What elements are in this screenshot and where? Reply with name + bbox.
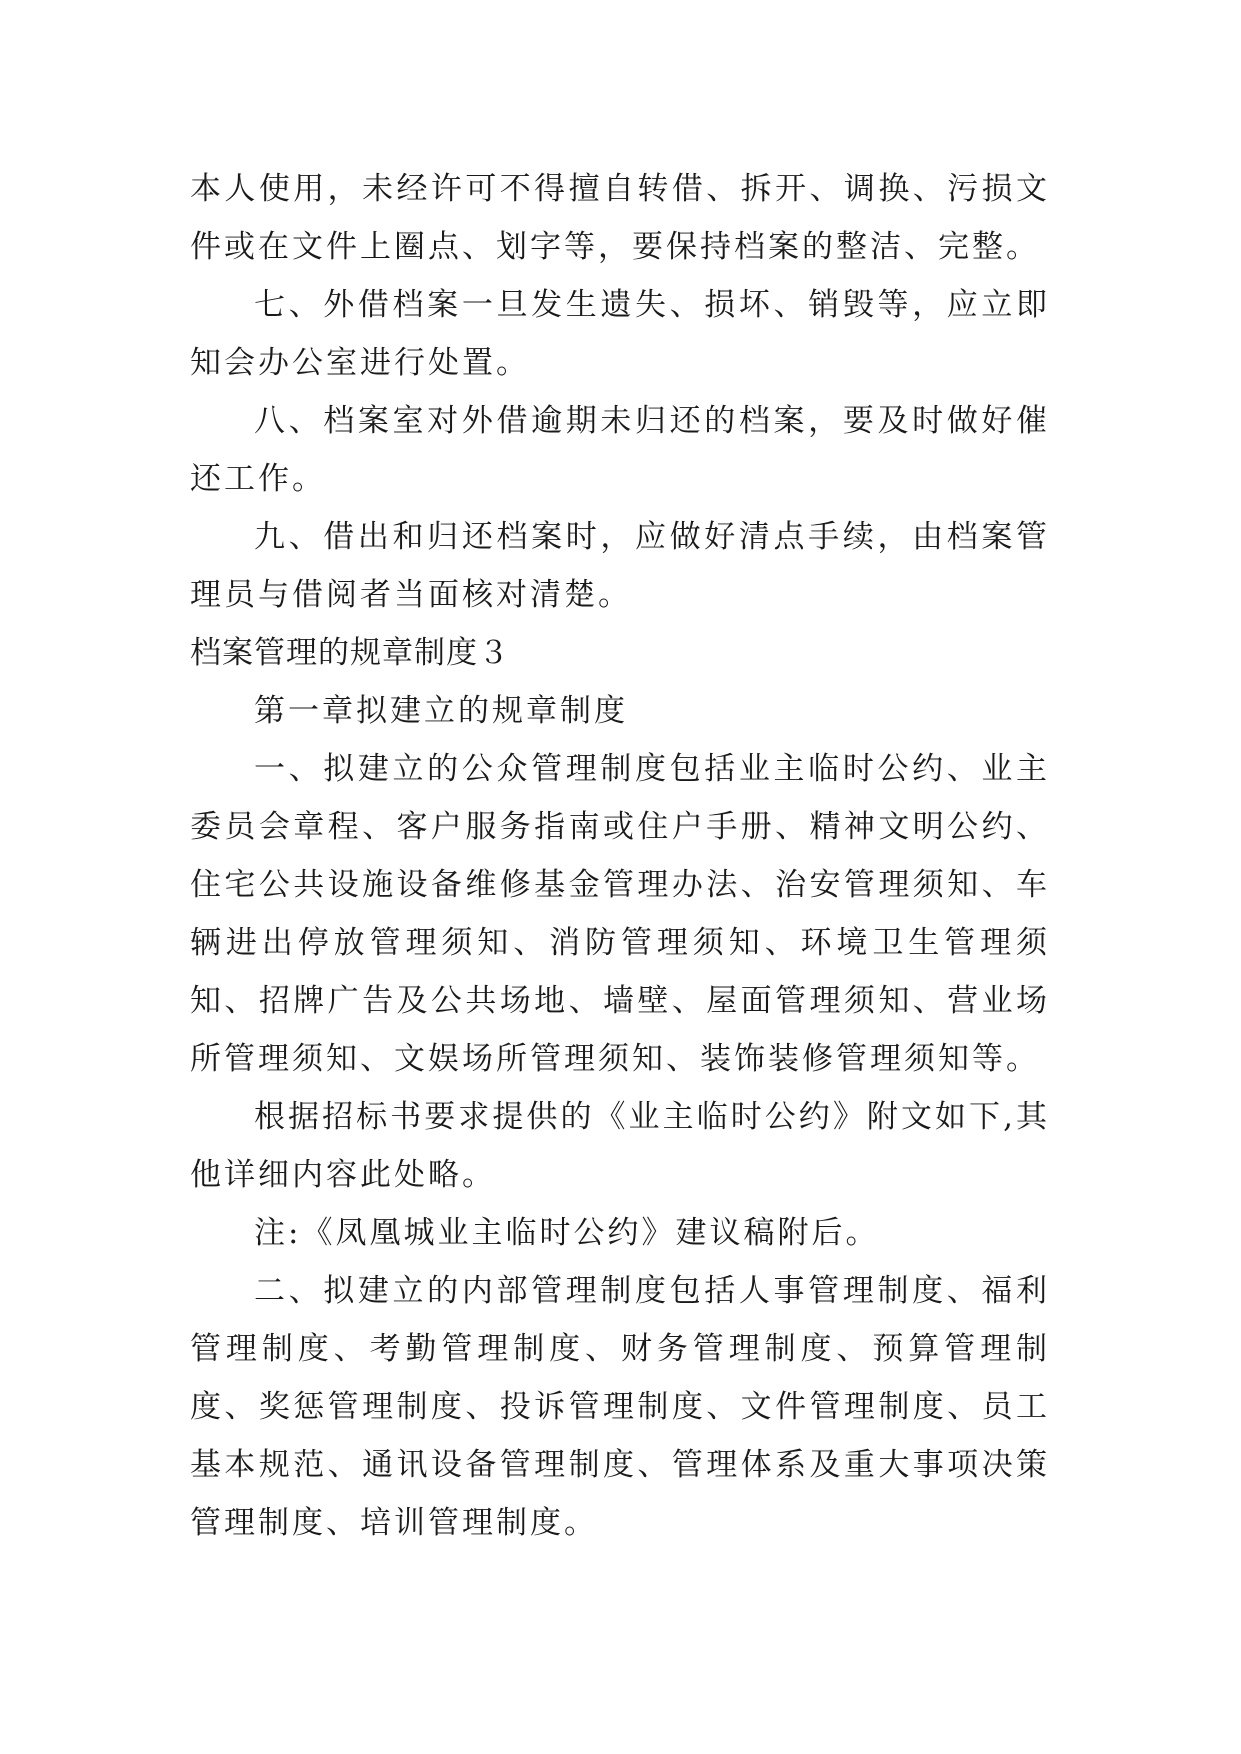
chapter-title: 第一章拟建立的规章制度 [254, 693, 628, 729]
paragraph-public-rules: 一、拟建立的公众管理制度包括业主临时公约、业主委员会章程、客户服务指南或住户手册、精神文明公约、住宅公共设施设备维修基金管理办法、治安管理须知、车辆进出停放管理须知、消防管理须知、环境卫生管理须知、招牌广告及公共场地、墙壁、屋面管理须知、营业场所管理须知、文娱场所管理须知、装饰装修管理须知等。 [190, 751, 1050, 1077]
paragraph-internal-rules: 二、拟建立的内部管理制度包括人事管理制度、福利管理制度、考勤管理制度、财务管理制度、预算管理制度、奖惩管理制度、投诉管理制度、文件管理制度、员工基本规范、通讯设备管理制度、管理体系及重大事项决策管理制度、培训管理制度。 [190, 1273, 1050, 1541]
document-body [190, 160, 1050, 1552]
paragraph-item-9: 九、借出和归还档案时，应做好清点手续，由档案管理员与借阅者当面核对清楚。 [190, 519, 1050, 613]
paragraph-annotation: 注:《凤凰城业主临时公约》建议稿附后。 [254, 1215, 880, 1251]
section-heading: 档案管理的规章制度３ [190, 635, 510, 671]
paragraph-item-7: 七、外借档案一旦发生遗失、损坏、销毁等，应立即知会办公室进行处置。 [190, 287, 1050, 381]
paragraph-item-8: 八、档案室对外借逾期未归还的档案，要及时做好催还工作。 [190, 403, 1050, 497]
paragraph-continuation: 本人使用，未经许可不得擅自转借、拆开、调换、污损文件或在文件上圈点、划字等，要保持档案的整洁、完整。 [190, 171, 1050, 265]
paragraph-appendix-note: 根据招标书要求提供的《业主临时公约》附文如下,其他详细内容此处略。 [190, 1099, 1050, 1193]
